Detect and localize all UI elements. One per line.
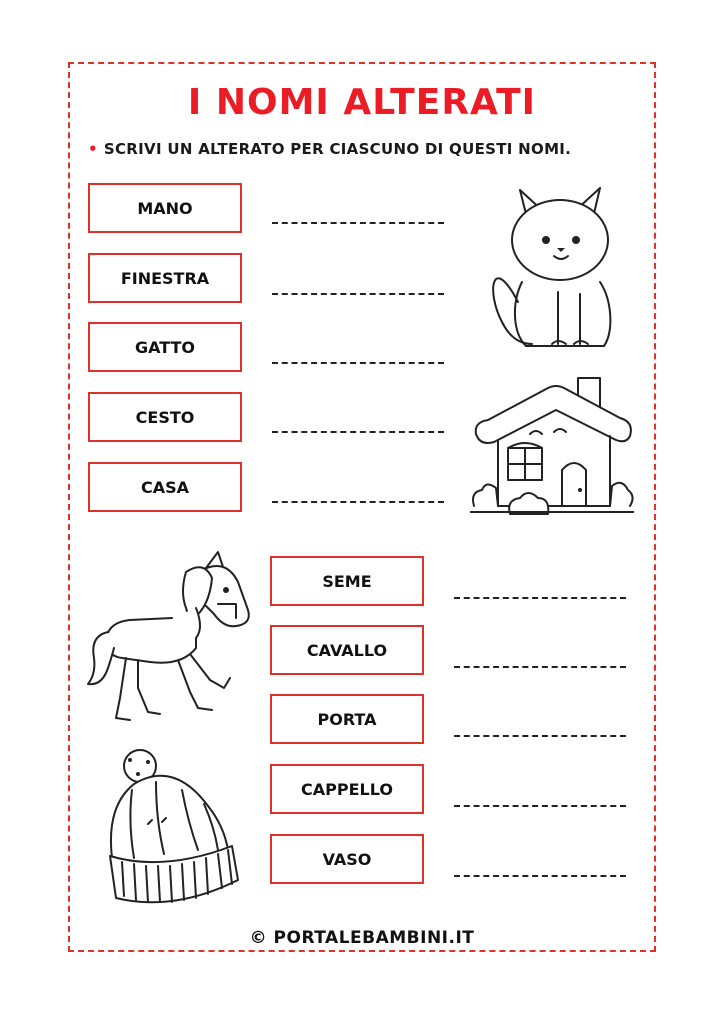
page-title: I NOMI ALTERATI <box>187 82 537 123</box>
instruction-text: SCRIVI UN ALTERATO PER CIASCUNO DI QUESTI NOMI. <box>103 140 572 158</box>
instruction <box>88 140 571 158</box>
cat-icon <box>482 182 616 356</box>
answer-line-right-1[interactable] <box>454 597 626 599</box>
word-box-right-3: PORTA <box>270 694 424 744</box>
answer-line-left-3[interactable] <box>272 362 444 364</box>
word-box-right-1: SEME <box>270 556 424 606</box>
answer-line-left-4[interactable] <box>272 431 444 433</box>
word-box-right-2: CAVALLO <box>270 625 424 675</box>
copyright-footer: © PORTALEBAMBINI.IT <box>249 928 475 948</box>
hat-icon <box>104 746 240 918</box>
word-box-left-2: FINESTRA <box>88 253 242 303</box>
answer-line-left-1[interactable] <box>272 222 444 224</box>
answer-line-right-5[interactable] <box>454 875 626 877</box>
bullet-icon: • <box>88 140 98 158</box>
answer-line-left-5[interactable] <box>272 501 444 503</box>
word-box-right-4: CAPPELLO <box>270 764 424 814</box>
word-box-right-5: VASO <box>270 834 424 884</box>
word-box-left-4: CESTO <box>88 392 242 442</box>
answer-line-right-4[interactable] <box>454 805 626 807</box>
answer-line-right-3[interactable] <box>454 735 626 737</box>
answer-line-left-2[interactable] <box>272 293 444 295</box>
word-box-left-3: GATTO <box>88 322 242 372</box>
horse-icon <box>86 548 256 724</box>
word-box-left-5: CASA <box>88 462 242 512</box>
house-icon <box>470 374 634 522</box>
answer-line-right-2[interactable] <box>454 666 626 668</box>
word-box-left-1: MANO <box>88 183 242 233</box>
